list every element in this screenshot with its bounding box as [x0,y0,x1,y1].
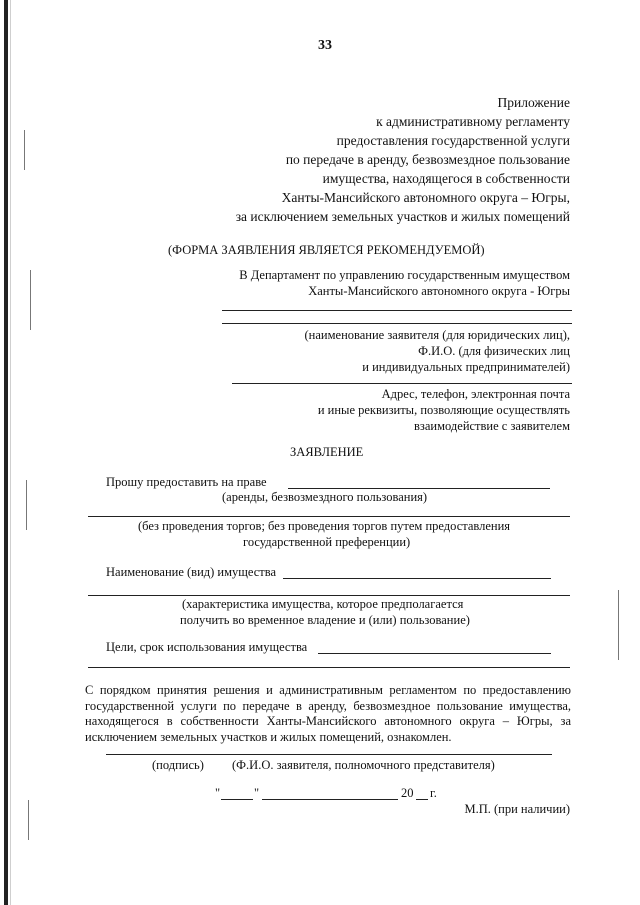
form-note: (ФОРМА ЗАЯВЛЕНИЯ ЯВЛЯЕТСЯ РЕКОМЕНДУЕМОЙ) [168,243,485,257]
date-quote-open: " [215,786,221,800]
tender-caption: государственной преференции) [243,535,411,549]
property-caption: (характеристика имущества, которое предполагается [182,597,464,611]
name-label: (Ф.И.О. заявителя, полномочного представителя) [232,758,495,772]
property-caption: получить во временное владение и (или) пользование) [180,613,470,627]
applicant-field-line[interactable] [222,323,572,324]
purpose-label: Цели, срок использования имущества [106,640,308,654]
contacts-caption: и иные реквизиты, позволяющие осуществлять [317,403,570,417]
appendix-line: имущества, находящегося в собственности [322,171,570,186]
date-quote-close: " [254,786,260,800]
scan-edge-shadow [10,0,11,905]
tender-caption: (без проведения торгов; без проведения торгов путем предоставления [138,519,511,533]
appendix-line: к административному регламенту [376,114,570,129]
appendix-line: Ханты-Мансийского автономного округа – Югры, [281,190,570,205]
signature-field-line[interactable] [106,754,552,755]
appendix-line: Приложение [497,95,570,110]
property-name-field[interactable] [283,578,551,579]
property-label: Наименование (вид) имущества [106,565,277,579]
scan-noise [26,480,27,530]
request-label: Прошу предоставить на праве [106,475,267,489]
appendix-line: по передаче в аренду, безвозмездное пользование [285,152,570,167]
applicant-field-line[interactable] [222,310,572,311]
scan-edge [4,0,8,905]
appendix-line: за исключением земельных участков и жилых помещений [235,209,570,224]
scan-noise [24,130,25,170]
document-title: ЗАЯВЛЕНИЕ [290,445,364,459]
page-number: 33 [318,38,332,53]
seal-label: М.П. (при наличии) [464,802,570,816]
request-caption: (аренды, безвозмездного пользования) [222,490,428,504]
date-year-suffix: г. [430,786,437,800]
purpose-field[interactable] [318,653,551,654]
purpose-field-line[interactable] [88,667,570,668]
addressee-line: Ханты-Мансийского автономного округа - Югры [308,284,570,298]
contacts-caption: взаимодействие с заявителем [414,419,570,433]
contacts-field-line[interactable] [232,383,572,384]
scan-noise [30,270,31,330]
date-day-field[interactable] [221,799,253,800]
appendix-line: предоставления государственной услуги [336,133,570,148]
addressee-line: В Департамент по управлению государственным имуществом [239,268,570,282]
date-month-field[interactable] [262,799,398,800]
request-right-field[interactable] [288,488,550,489]
tender-field-line[interactable] [88,516,570,517]
signature-label: (подпись) [152,758,204,772]
date-year: 20 [401,786,414,800]
applicant-caption: Ф.И.О. (для физических лиц [418,344,570,358]
acknowledgement-paragraph: С порядком принятия решения и административным регламентом по предоставлению государственной услуги по передаче в аренду, безвозмездное пользование имущества, находящегося в собственности Ханты-Мансийского автономного округа – Югры, за исключением земельных участков и жилых помещений, ознакомлен. [85,683,571,744]
scan-noise [618,590,619,660]
applicant-caption: и индивидуальных предпринимателей) [362,360,570,374]
contacts-caption: Адрес, телефон, электронная почта [381,387,570,401]
property-description-field[interactable] [88,595,570,596]
applicant-caption: (наименование заявителя (для юридических лиц), [304,328,570,342]
scan-noise [28,800,29,840]
date-year-field[interactable] [416,799,428,800]
